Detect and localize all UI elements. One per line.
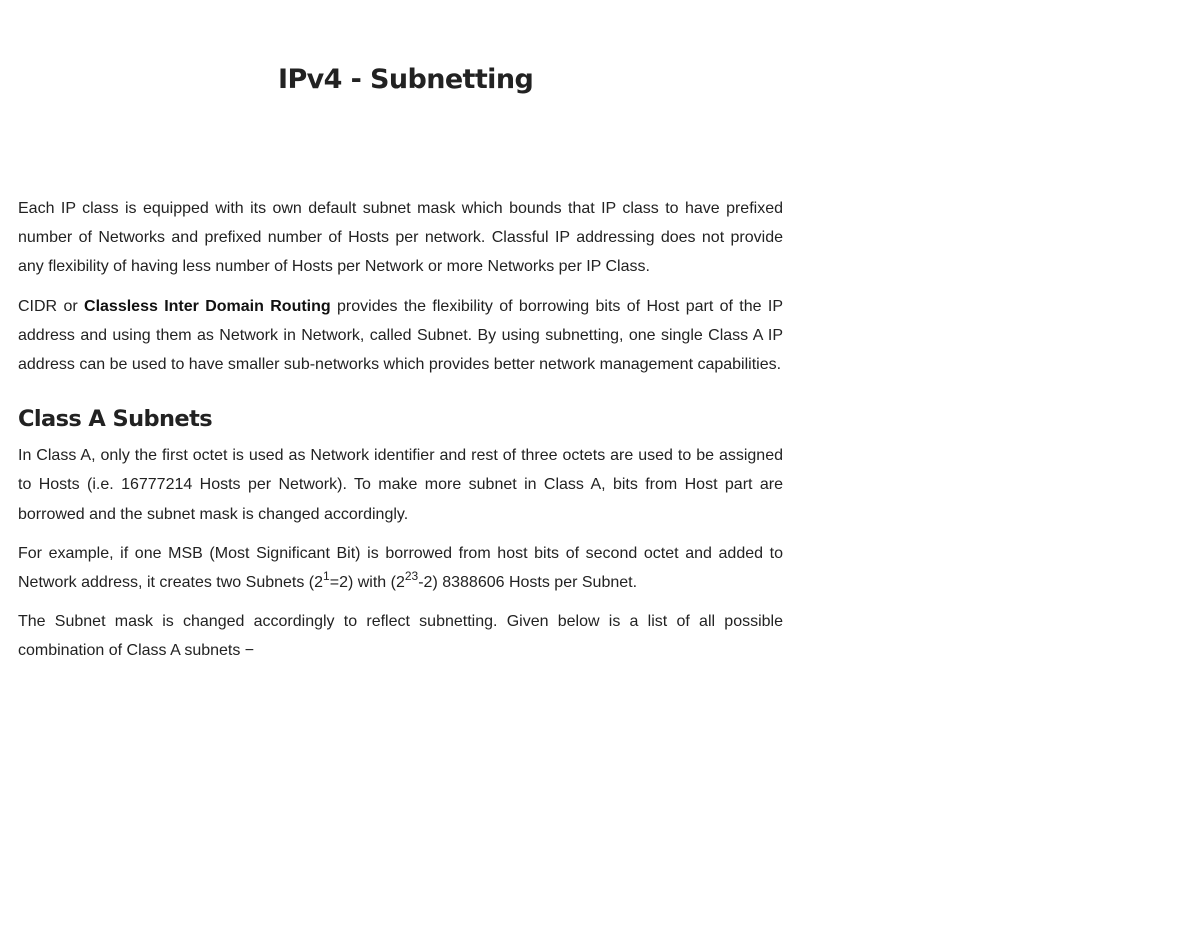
exponent-1: 1 — [323, 568, 330, 583]
article-body — [18, 194, 783, 676]
cidr-term: Classless Inter Domain Routing — [84, 297, 331, 315]
class-a-paragraph-3: The Subnet mask is changed accordingly to reflect subnetting. Given below is a list of all possible combination of Class A subnets − — [18, 613, 783, 660]
class-a-p2-part-b: =2) with (2 — [329, 574, 405, 592]
section-heading-class-a: Class A Subnets — [18, 406, 213, 433]
class-a-p2-part-a: For example, if one MSB (Most Significant Bit) is borrowed from host bits of second octet and added to Network address, it creates two Subnets (2 — [18, 544, 783, 592]
intro-paragraph-2-lead: CIDR or — [18, 297, 85, 315]
page-title: IPv4 - Subnetting — [278, 64, 534, 95]
class-a-paragraph-2 — [18, 539, 783, 597]
intro-paragraph-2 — [18, 292, 783, 380]
exponent-23: 23 — [404, 568, 419, 583]
intro-paragraph-2-rest: provides the flexibility of borrowing bits of Host part of the IP address and using them as Network in Network, called Subnet. By using subnetting, one single Class A IP address can be used to have smaller sub-networks which provides better network management capabilities. — [18, 297, 783, 374]
class-a-p2-part-c: -2) 8388606 Hosts per Subnet. — [418, 574, 638, 592]
intro-paragraph-1: Each IP class is equipped with its own default subnet mask which bounds that IP class to have prefixed number of Networks and prefixed number of Hosts per network. Classful IP addressing does not provide any flexibility of having less number of Hosts per Network or more Networks per IP Class. — [18, 200, 783, 276]
class-a-paragraph-1: In Class A, only the first octet is used as Network identifier and rest of three octets are used to be assigned to Hosts (i.e. 16777214 Hosts per Network). To make more subnet in Class A, bits from Host part are borrowed and the subnet mask is changed accordingly. — [18, 447, 783, 523]
